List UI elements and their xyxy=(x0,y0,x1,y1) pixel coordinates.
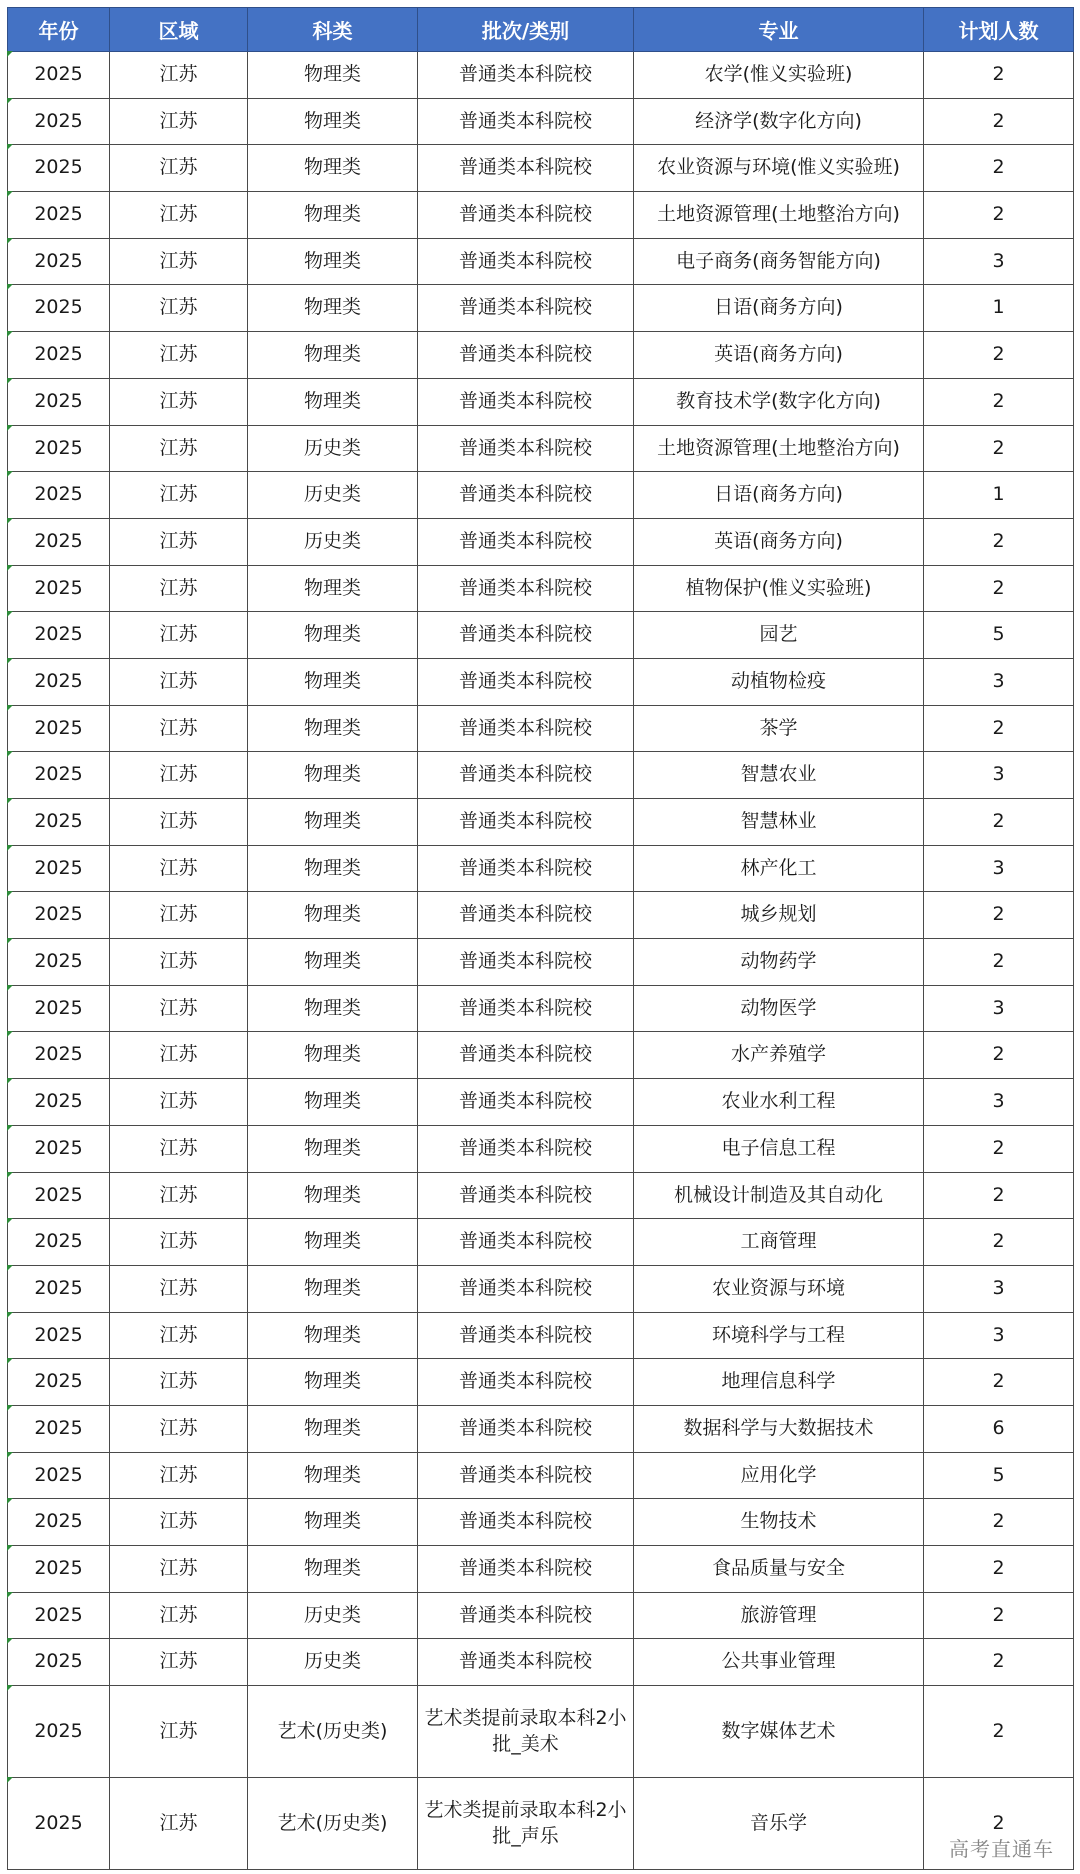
cell-subject-category: 物理类 xyxy=(248,985,418,1032)
cell-batch-type: 普通类本科院校 xyxy=(418,1405,634,1452)
cell-region: 江苏 xyxy=(110,1265,248,1312)
cell-planned-count: 2 xyxy=(924,1639,1074,1686)
cell-year: 2025 xyxy=(8,845,110,892)
cell-major: 英语(商务方向) xyxy=(634,518,924,565)
cell-subject-category: 艺术(历史类) xyxy=(248,1778,418,1870)
table-row xyxy=(8,238,1074,285)
cell-year: 2025 xyxy=(8,332,110,379)
cell-year: 2025 xyxy=(8,1032,110,1079)
cell-batch-type: 普通类本科院校 xyxy=(418,845,634,892)
cell-major: 动物药学 xyxy=(634,939,924,986)
cell-major: 公共事业管理 xyxy=(634,1639,924,1686)
table-row xyxy=(8,705,1074,752)
cell-batch-type: 普通类本科院校 xyxy=(418,985,634,1032)
cell-planned-count: 2 xyxy=(924,1778,1074,1870)
cell-year: 2025 xyxy=(8,285,110,332)
cell-year: 2025 xyxy=(8,1499,110,1546)
cell-region: 江苏 xyxy=(110,425,248,472)
cell-major: 工商管理 xyxy=(634,1219,924,1266)
cell-major: 教育技术学(数字化方向) xyxy=(634,378,924,425)
cell-batch-type: 普通类本科院校 xyxy=(418,1546,634,1593)
cell-year: 2025 xyxy=(8,1312,110,1359)
cell-major: 日语(商务方向) xyxy=(634,285,924,332)
cell-region: 江苏 xyxy=(110,52,248,99)
cell-planned-count: 2 xyxy=(924,1546,1074,1593)
cell-major: 电子商务(商务智能方向) xyxy=(634,238,924,285)
cell-major: 农业资源与环境 xyxy=(634,1265,924,1312)
table-row xyxy=(8,845,1074,892)
cell-subject-category: 物理类 xyxy=(248,52,418,99)
cell-region: 江苏 xyxy=(110,845,248,892)
cell-subject-category: 历史类 xyxy=(248,1592,418,1639)
cell-subject-category: 物理类 xyxy=(248,612,418,659)
cell-batch-type: 普通类本科院校 xyxy=(418,1452,634,1499)
cell-major: 音乐学 xyxy=(634,1778,924,1870)
cell-year: 2025 xyxy=(8,939,110,986)
cell-major: 园艺 xyxy=(634,612,924,659)
table-row xyxy=(8,472,1074,519)
table-row xyxy=(8,425,1074,472)
cell-batch-type: 普通类本科院校 xyxy=(418,939,634,986)
cell-planned-count: 2 xyxy=(924,425,1074,472)
cell-batch-type: 普通类本科院校 xyxy=(418,238,634,285)
cell-planned-count: 5 xyxy=(924,612,1074,659)
cell-major: 生物技术 xyxy=(634,1499,924,1546)
cell-subject-category: 物理类 xyxy=(248,378,418,425)
cell-year: 2025 xyxy=(8,425,110,472)
cell-region: 江苏 xyxy=(110,518,248,565)
cell-planned-count: 3 xyxy=(924,845,1074,892)
cell-year: 2025 xyxy=(8,1546,110,1593)
cell-subject-category: 物理类 xyxy=(248,1312,418,1359)
table-row xyxy=(8,1778,1074,1870)
table-row xyxy=(8,1032,1074,1079)
cell-batch-type: 普通类本科院校 xyxy=(418,472,634,519)
cell-year: 2025 xyxy=(8,52,110,99)
header-batch-type: 批次/类别 xyxy=(418,8,634,52)
cell-planned-count: 3 xyxy=(924,238,1074,285)
cell-batch-type: 普通类本科院校 xyxy=(418,332,634,379)
table-row xyxy=(8,1125,1074,1172)
cell-major: 旅游管理 xyxy=(634,1592,924,1639)
cell-batch-type: 普通类本科院校 xyxy=(418,1219,634,1266)
cell-planned-count: 2 xyxy=(924,939,1074,986)
header-region: 区域 xyxy=(110,8,248,52)
cell-region: 江苏 xyxy=(110,985,248,1032)
cell-region: 江苏 xyxy=(110,378,248,425)
cell-region: 江苏 xyxy=(110,1546,248,1593)
cell-major: 动植物检疫 xyxy=(634,658,924,705)
cell-region: 江苏 xyxy=(110,1405,248,1452)
cell-region: 江苏 xyxy=(110,1079,248,1126)
cell-subject-category: 物理类 xyxy=(248,752,418,799)
cell-planned-count: 3 xyxy=(924,752,1074,799)
cell-batch-type: 普通类本科院校 xyxy=(418,52,634,99)
cell-year: 2025 xyxy=(8,1778,110,1870)
header-subject-category: 科类 xyxy=(248,8,418,52)
cell-year: 2025 xyxy=(8,378,110,425)
cell-subject-category: 物理类 xyxy=(248,658,418,705)
cell-major: 林产化工 xyxy=(634,845,924,892)
cell-subject-category: 物理类 xyxy=(248,1079,418,1126)
cell-planned-count: 2 xyxy=(924,518,1074,565)
table-row xyxy=(8,612,1074,659)
cell-major: 环境科学与工程 xyxy=(634,1312,924,1359)
cell-major: 应用化学 xyxy=(634,1452,924,1499)
cell-year: 2025 xyxy=(8,658,110,705)
cell-region: 江苏 xyxy=(110,238,248,285)
cell-major: 土地资源管理(土地整治方向) xyxy=(634,425,924,472)
enrollment-plan-table xyxy=(7,7,1074,1870)
cell-planned-count: 2 xyxy=(924,1125,1074,1172)
cell-year: 2025 xyxy=(8,1359,110,1406)
cell-batch-type: 普通类本科院校 xyxy=(418,892,634,939)
cell-year: 2025 xyxy=(8,1405,110,1452)
cell-year: 2025 xyxy=(8,192,110,239)
cell-subject-category: 物理类 xyxy=(248,1125,418,1172)
table-header-row xyxy=(8,8,1074,52)
table-row xyxy=(8,752,1074,799)
table-row xyxy=(8,1592,1074,1639)
cell-planned-count: 2 xyxy=(924,705,1074,752)
cell-subject-category: 物理类 xyxy=(248,145,418,192)
table-row xyxy=(8,1219,1074,1266)
table-row xyxy=(8,658,1074,705)
table-row xyxy=(8,1312,1074,1359)
cell-planned-count: 2 xyxy=(924,1499,1074,1546)
cell-region: 江苏 xyxy=(110,1499,248,1546)
table-row xyxy=(8,98,1074,145)
cell-planned-count: 2 xyxy=(924,192,1074,239)
cell-major: 智慧林业 xyxy=(634,799,924,846)
cell-batch-type: 艺术类提前录取本科2小批_声乐 xyxy=(418,1778,634,1870)
cell-major: 机械设计制造及其自动化 xyxy=(634,1172,924,1219)
table-row xyxy=(8,332,1074,379)
table-row xyxy=(8,1452,1074,1499)
table-row xyxy=(8,892,1074,939)
cell-subject-category: 物理类 xyxy=(248,285,418,332)
table-row xyxy=(8,52,1074,99)
cell-major: 电子信息工程 xyxy=(634,1125,924,1172)
cell-batch-type: 普通类本科院校 xyxy=(418,658,634,705)
cell-major: 土地资源管理(土地整治方向) xyxy=(634,192,924,239)
cell-planned-count: 3 xyxy=(924,1079,1074,1126)
cell-region: 江苏 xyxy=(110,192,248,239)
cell-major: 食品质量与安全 xyxy=(634,1546,924,1593)
cell-region: 江苏 xyxy=(110,939,248,986)
cell-planned-count: 6 xyxy=(924,1405,1074,1452)
table-row xyxy=(8,192,1074,239)
cell-batch-type: 普通类本科院校 xyxy=(418,518,634,565)
table-row xyxy=(8,518,1074,565)
cell-region: 江苏 xyxy=(110,892,248,939)
cell-planned-count: 3 xyxy=(924,658,1074,705)
cell-subject-category: 物理类 xyxy=(248,98,418,145)
cell-year: 2025 xyxy=(8,472,110,519)
cell-subject-category: 物理类 xyxy=(248,1405,418,1452)
cell-planned-count: 2 xyxy=(924,799,1074,846)
cell-subject-category: 历史类 xyxy=(248,472,418,519)
cell-subject-category: 物理类 xyxy=(248,1359,418,1406)
table-row xyxy=(8,1079,1074,1126)
cell-planned-count: 2 xyxy=(924,1172,1074,1219)
enrollment-plan-table-container xyxy=(7,7,1073,1870)
cell-region: 江苏 xyxy=(110,285,248,332)
cell-subject-category: 物理类 xyxy=(248,1219,418,1266)
cell-year: 2025 xyxy=(8,145,110,192)
cell-batch-type: 普通类本科院校 xyxy=(418,425,634,472)
cell-batch-type: 普通类本科院校 xyxy=(418,799,634,846)
cell-batch-type: 普通类本科院校 xyxy=(418,192,634,239)
cell-batch-type: 普通类本科院校 xyxy=(418,1592,634,1639)
cell-planned-count: 2 xyxy=(924,1686,1074,1778)
cell-batch-type: 普通类本科院校 xyxy=(418,565,634,612)
cell-region: 江苏 xyxy=(110,799,248,846)
cell-major: 数字媒体艺术 xyxy=(634,1686,924,1778)
cell-planned-count: 2 xyxy=(924,1592,1074,1639)
cell-major: 农业水利工程 xyxy=(634,1079,924,1126)
cell-region: 江苏 xyxy=(110,565,248,612)
cell-major: 农学(惟义实验班) xyxy=(634,52,924,99)
cell-region: 江苏 xyxy=(110,332,248,379)
cell-planned-count: 2 xyxy=(924,145,1074,192)
cell-subject-category: 物理类 xyxy=(248,1265,418,1312)
cell-batch-type: 普通类本科院校 xyxy=(418,1079,634,1126)
cell-subject-category: 物理类 xyxy=(248,1032,418,1079)
cell-planned-count: 5 xyxy=(924,1452,1074,1499)
table-row xyxy=(8,565,1074,612)
cell-subject-category: 物理类 xyxy=(248,799,418,846)
cell-year: 2025 xyxy=(8,98,110,145)
cell-subject-category: 历史类 xyxy=(248,518,418,565)
cell-planned-count: 2 xyxy=(924,892,1074,939)
cell-planned-count: 2 xyxy=(924,565,1074,612)
cell-major: 日语(商务方向) xyxy=(634,472,924,519)
cell-subject-category: 艺术(历史类) xyxy=(248,1686,418,1778)
cell-year: 2025 xyxy=(8,518,110,565)
cell-planned-count: 2 xyxy=(924,378,1074,425)
cell-planned-count: 3 xyxy=(924,1265,1074,1312)
cell-planned-count: 2 xyxy=(924,52,1074,99)
cell-year: 2025 xyxy=(8,565,110,612)
cell-planned-count: 1 xyxy=(924,285,1074,332)
cell-planned-count: 2 xyxy=(924,1032,1074,1079)
cell-planned-count: 3 xyxy=(924,985,1074,1032)
table-row xyxy=(8,939,1074,986)
cell-planned-count: 2 xyxy=(924,332,1074,379)
cell-year: 2025 xyxy=(8,752,110,799)
cell-batch-type: 普通类本科院校 xyxy=(418,612,634,659)
cell-region: 江苏 xyxy=(110,98,248,145)
cell-subject-category: 物理类 xyxy=(248,565,418,612)
cell-major: 城乡规划 xyxy=(634,892,924,939)
cell-subject-category: 物理类 xyxy=(248,192,418,239)
cell-year: 2025 xyxy=(8,799,110,846)
cell-major: 数据科学与大数据技术 xyxy=(634,1405,924,1452)
header-year: 年份 xyxy=(8,8,110,52)
cell-batch-type: 普通类本科院校 xyxy=(418,1359,634,1406)
cell-region: 江苏 xyxy=(110,1778,248,1870)
cell-batch-type: 普通类本科院校 xyxy=(418,1172,634,1219)
cell-year: 2025 xyxy=(8,1592,110,1639)
cell-year: 2025 xyxy=(8,1686,110,1778)
cell-subject-category: 历史类 xyxy=(248,1639,418,1686)
cell-region: 江苏 xyxy=(110,1032,248,1079)
cell-batch-type: 普通类本科院校 xyxy=(418,285,634,332)
cell-region: 江苏 xyxy=(110,1125,248,1172)
cell-batch-type: 普通类本科院校 xyxy=(418,145,634,192)
cell-subject-category: 物理类 xyxy=(248,1172,418,1219)
cell-year: 2025 xyxy=(8,1639,110,1686)
cell-year: 2025 xyxy=(8,985,110,1032)
cell-batch-type: 普通类本科院校 xyxy=(418,1265,634,1312)
cell-major: 植物保护(惟义实验班) xyxy=(634,565,924,612)
cell-subject-category: 历史类 xyxy=(248,425,418,472)
cell-major: 水产养殖学 xyxy=(634,1032,924,1079)
cell-major: 经济学(数字化方向) xyxy=(634,98,924,145)
cell-batch-type: 普通类本科院校 xyxy=(418,378,634,425)
cell-year: 2025 xyxy=(8,1172,110,1219)
cell-batch-type: 普通类本科院校 xyxy=(418,1639,634,1686)
table-row xyxy=(8,145,1074,192)
cell-region: 江苏 xyxy=(110,1312,248,1359)
cell-region: 江苏 xyxy=(110,705,248,752)
cell-batch-type: 普通类本科院校 xyxy=(418,98,634,145)
cell-major: 农业资源与环境(惟义实验班) xyxy=(634,145,924,192)
cell-subject-category: 物理类 xyxy=(248,1499,418,1546)
table-row xyxy=(8,1499,1074,1546)
cell-region: 江苏 xyxy=(110,612,248,659)
cell-planned-count: 2 xyxy=(924,1219,1074,1266)
cell-major: 茶学 xyxy=(634,705,924,752)
table-row xyxy=(8,378,1074,425)
cell-batch-type: 普通类本科院校 xyxy=(418,1499,634,1546)
cell-region: 江苏 xyxy=(110,1452,248,1499)
cell-batch-type: 艺术类提前录取本科2小批_美术 xyxy=(418,1686,634,1778)
cell-planned-count: 2 xyxy=(924,1359,1074,1406)
cell-batch-type: 普通类本科院校 xyxy=(418,1312,634,1359)
cell-region: 江苏 xyxy=(110,472,248,519)
table-row xyxy=(8,1639,1074,1686)
cell-batch-type: 普通类本科院校 xyxy=(418,705,634,752)
cell-subject-category: 物理类 xyxy=(248,238,418,285)
cell-batch-type: 普通类本科院校 xyxy=(418,1032,634,1079)
cell-subject-category: 物理类 xyxy=(248,892,418,939)
table-row xyxy=(8,985,1074,1032)
table-row xyxy=(8,285,1074,332)
table-row xyxy=(8,1546,1074,1593)
cell-region: 江苏 xyxy=(110,1686,248,1778)
watermark-text: 高考直通车 xyxy=(949,1837,1054,1861)
cell-region: 江苏 xyxy=(110,1592,248,1639)
cell-subject-category: 物理类 xyxy=(248,939,418,986)
cell-major: 地理信息科学 xyxy=(634,1359,924,1406)
cell-major: 智慧农业 xyxy=(634,752,924,799)
cell-region: 江苏 xyxy=(110,1639,248,1686)
cell-year: 2025 xyxy=(8,612,110,659)
cell-region: 江苏 xyxy=(110,145,248,192)
cell-region: 江苏 xyxy=(110,1219,248,1266)
cell-batch-type: 普通类本科院校 xyxy=(418,1125,634,1172)
cell-year: 2025 xyxy=(8,1265,110,1312)
cell-major: 英语(商务方向) xyxy=(634,332,924,379)
cell-planned-count: 2 xyxy=(924,98,1074,145)
cell-year: 2025 xyxy=(8,1079,110,1126)
cell-major: 动物医学 xyxy=(634,985,924,1032)
header-planned-count: 计划人数 xyxy=(924,8,1074,52)
cell-subject-category: 物理类 xyxy=(248,332,418,379)
table-row xyxy=(8,1405,1074,1452)
table-row xyxy=(8,1686,1074,1778)
table-row xyxy=(8,1265,1074,1312)
cell-region: 江苏 xyxy=(110,1172,248,1219)
header-major: 专业 xyxy=(634,8,924,52)
cell-year: 2025 xyxy=(8,892,110,939)
cell-year: 2025 xyxy=(8,1452,110,1499)
cell-subject-category: 物理类 xyxy=(248,845,418,892)
cell-region: 江苏 xyxy=(110,1359,248,1406)
cell-year: 2025 xyxy=(8,705,110,752)
table-row xyxy=(8,1172,1074,1219)
table-body xyxy=(8,52,1074,1870)
cell-year: 2025 xyxy=(8,1219,110,1266)
cell-batch-type: 普通类本科院校 xyxy=(418,752,634,799)
table-row xyxy=(8,1359,1074,1406)
cell-subject-category: 物理类 xyxy=(248,1452,418,1499)
table-row xyxy=(8,799,1074,846)
cell-subject-category: 物理类 xyxy=(248,705,418,752)
cell-year: 2025 xyxy=(8,1125,110,1172)
cell-planned-count: 3 xyxy=(924,1312,1074,1359)
cell-year: 2025 xyxy=(8,238,110,285)
cell-region: 江苏 xyxy=(110,752,248,799)
cell-subject-category: 物理类 xyxy=(248,1546,418,1593)
cell-planned-count: 1 xyxy=(924,472,1074,519)
cell-region: 江苏 xyxy=(110,658,248,705)
